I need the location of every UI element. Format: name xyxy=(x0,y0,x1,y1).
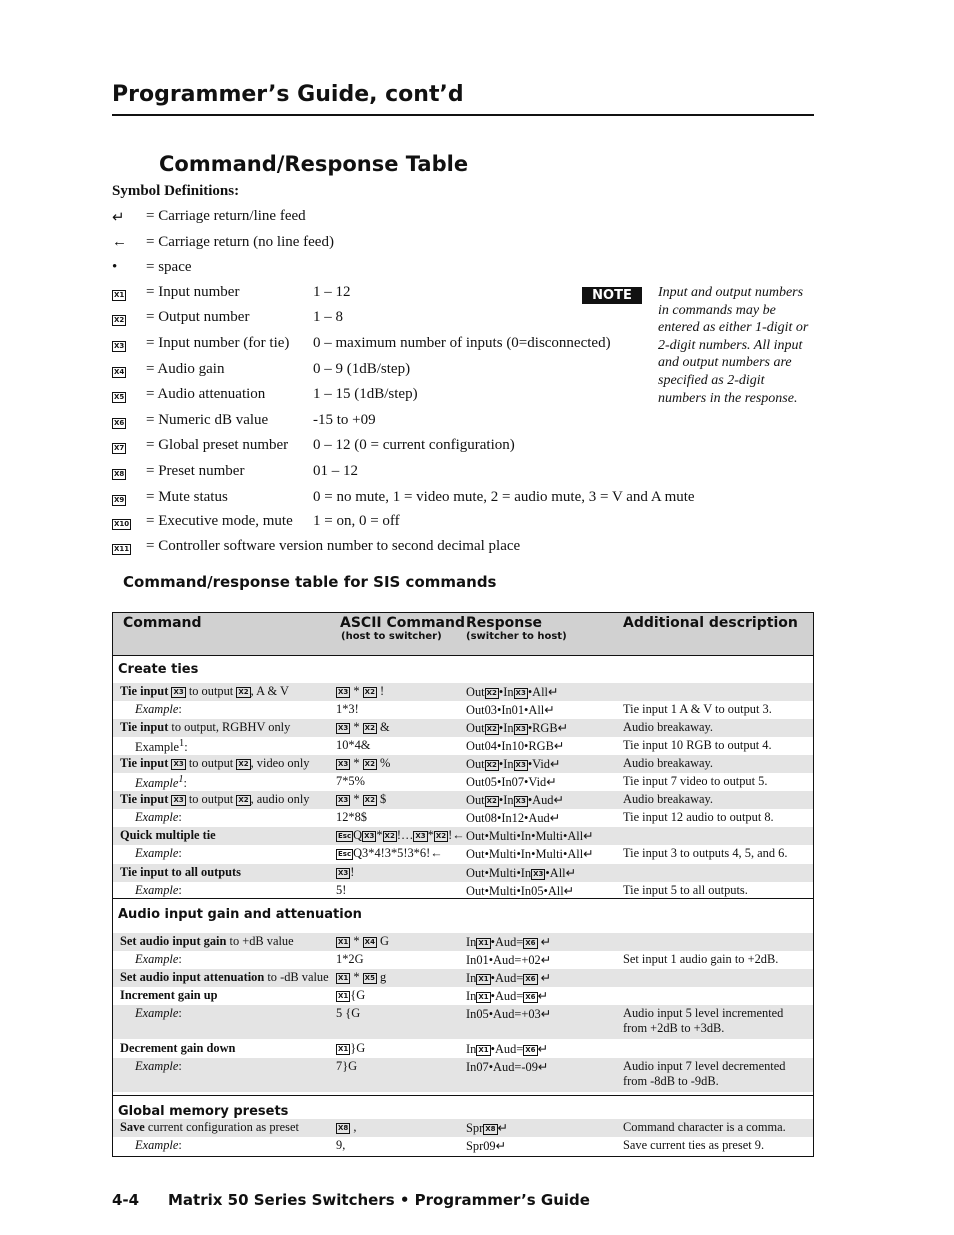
symbol-box: X3 xyxy=(173,760,184,768)
symbol-range: 1 – 8 xyxy=(313,309,343,325)
symbol-description: = Input number xyxy=(146,284,240,300)
command-cell: Example$^1$: xyxy=(135,738,188,755)
ascii-cell: X3 * X2 % xyxy=(338,756,391,770)
symbol-glyph: • xyxy=(112,259,118,275)
ascii-cell: 12*8$ xyxy=(336,810,367,824)
ascii-cell: 9, xyxy=(336,1138,346,1152)
table-row xyxy=(113,1040,813,1058)
symbol-description: = Executive mode, mute xyxy=(146,513,293,529)
symbol-box: X3 xyxy=(364,832,375,840)
response-cell: Out04•In10•RGB↵ xyxy=(466,739,565,753)
table-row xyxy=(113,987,813,1005)
header-description: Additional description xyxy=(623,615,798,631)
header-response-label: Response xyxy=(466,615,543,631)
table-row xyxy=(113,701,813,719)
table-row xyxy=(113,809,813,827)
symbol-range: -15 to +09 xyxy=(313,412,376,428)
symbol-box: X2 xyxy=(384,832,395,840)
command-cell: Example: xyxy=(135,846,182,860)
symbol-glyph: ↵ xyxy=(112,210,125,226)
table-row xyxy=(113,845,813,863)
table-row xyxy=(113,1137,813,1155)
symbol-box: X2 xyxy=(486,761,497,769)
command-cell: Example: xyxy=(135,1006,182,1020)
description-cell: Tie input 10 RGB to output 4. xyxy=(623,738,772,752)
command-cell: Example$^1$: xyxy=(135,774,187,791)
response-cell: Out08•In12•Aud↵ xyxy=(466,811,561,825)
symbol-glyph: X4 xyxy=(114,368,125,376)
description-cell: Audio input 7 level decremented from -8dB to -9dB. xyxy=(623,1059,786,1088)
symbol-definitions-heading: Symbol Definitions: xyxy=(112,183,240,199)
header-ascii-label: ASCII Command xyxy=(340,615,465,631)
symbol-box: X3 xyxy=(533,870,544,878)
ascii-cell: 10*4& xyxy=(336,738,371,752)
symbol-box: X4 xyxy=(364,938,375,946)
command-cell: Example: xyxy=(135,810,182,824)
response-cell: Out•Multi•In•Multi•All↵ xyxy=(466,847,594,861)
group-heading: Global memory presets xyxy=(118,1104,289,1119)
symbol-box: X6 xyxy=(525,939,536,947)
response-cell: Out X2 •In X3 •Vid↵ xyxy=(466,757,561,771)
symbol-box: X5 xyxy=(364,974,375,982)
description-cell: Audio breakaway. xyxy=(623,720,714,734)
table-row xyxy=(113,755,813,773)
response-cell: In X1 •Aud= X6 ↵ xyxy=(466,971,552,985)
ascii-cell: 7}G xyxy=(336,1059,358,1073)
symbol-glyph: X11 xyxy=(114,545,130,553)
ascii-cell: 7*5% xyxy=(336,774,365,788)
description-cell: Audio breakaway. xyxy=(623,756,714,770)
command-cell: Increment gain up xyxy=(120,988,218,1002)
symbol-box: X2 xyxy=(486,797,497,805)
symbol-box: X3 xyxy=(338,760,349,768)
note-badge: NOTE xyxy=(582,287,642,304)
header-response-sub: (switcher to host) xyxy=(466,631,567,642)
command-cell: Set audio input attenuation to -dB value xyxy=(120,970,329,984)
symbol-box: X2 xyxy=(238,688,249,696)
symbol-description: = space xyxy=(146,259,192,275)
symbol-box: X1 xyxy=(338,992,349,1000)
symbol-box: X1 xyxy=(338,974,349,982)
command-cell: Tie input X3 to output X2 , video only xyxy=(120,756,310,770)
group-divider xyxy=(113,898,813,899)
table-row xyxy=(113,864,813,882)
symbol-box: X3 xyxy=(515,761,526,769)
symbol-description: = Audio gain xyxy=(146,361,225,377)
group-heading: Audio input gain and attenuation xyxy=(118,907,362,922)
command-cell: Example: xyxy=(135,702,182,716)
symbol-range: 0 – 12 (0 = current configuration) xyxy=(313,437,515,453)
symbol-range: 0 – 9 (1dB/step) xyxy=(313,361,411,377)
response-cell: Spr X8 ↵ xyxy=(466,1121,508,1135)
ascii-cell: 5 {G xyxy=(336,1006,361,1020)
symbol-glyph: X2 xyxy=(114,316,125,324)
command-cell: Tie input X3 to output X2 , A & V xyxy=(120,684,289,698)
description-cell: Tie input 3 to outputs 4, 5, and 6. xyxy=(623,846,788,860)
ascii-cell: X3 ! xyxy=(338,865,355,879)
symbol-description: = Carriage return (no line feed) xyxy=(146,234,334,250)
command-response-table xyxy=(112,612,814,1157)
table-row xyxy=(113,773,813,791)
description-cell: Tie input 12 audio to output 8. xyxy=(623,810,774,824)
header-ascii-sub: (host to switcher) xyxy=(341,631,442,642)
header-ascii xyxy=(340,615,465,642)
response-cell: In X1 •Aud= X6 ↵ xyxy=(466,935,552,949)
ascii-cell: X1 * X4 G xyxy=(338,934,389,948)
description-cell: Tie input 1 A & V to output 3. xyxy=(623,702,772,716)
response-cell: In01•Aud=+02↵ xyxy=(466,953,552,967)
command-cell: Example: xyxy=(135,1059,182,1073)
symbol-box: X3 xyxy=(515,689,526,697)
symbol-box: X6 xyxy=(525,1046,536,1054)
symbol-description: = Numeric dB value xyxy=(146,412,269,428)
response-cell: Out X2 •In X3 •Aud↵ xyxy=(466,793,564,807)
table-row xyxy=(113,1058,813,1092)
symbol-box: X3 xyxy=(338,688,349,696)
response-cell: Out•Multi•In05•All↵ xyxy=(466,884,575,898)
command-cell: Decrement gain down xyxy=(120,1041,236,1055)
table-header xyxy=(113,613,813,656)
symbol-box: X2 xyxy=(364,724,375,732)
description-cell: Tie input 7 video to output 5. xyxy=(623,774,768,788)
response-cell: In X1 •Aud= X6 ↵ xyxy=(466,1042,548,1056)
footer-page-number: 4-4 xyxy=(112,1191,140,1209)
command-cell: Tie input to output, RGBHV only xyxy=(120,720,291,734)
table-row xyxy=(113,1119,813,1137)
table-row xyxy=(113,791,813,809)
group-heading: Create ties xyxy=(118,662,199,677)
header-response xyxy=(466,615,567,642)
symbol-box: X2 xyxy=(364,760,375,768)
symbol-description: = Controller software version number to second decimal place xyxy=(146,538,521,554)
symbol-box: X1 xyxy=(338,938,349,946)
table-row xyxy=(113,933,813,951)
symbol-box: X6 xyxy=(525,975,536,983)
symbol-box: X1 xyxy=(338,1045,349,1053)
symbol-box: X3 xyxy=(338,869,349,877)
symbol-description: = Mute status xyxy=(146,489,228,505)
response-cell: In07•Aud=-09↵ xyxy=(466,1060,549,1074)
table-row xyxy=(113,737,813,755)
symbol-box: X2 xyxy=(486,725,497,733)
ascii-cell: 1*2G xyxy=(336,952,364,966)
ascii-cell: X1 }G xyxy=(338,1041,366,1055)
command-cell: Example: xyxy=(135,883,182,897)
command-cell: Example: xyxy=(135,952,182,966)
symbol-box: X3 xyxy=(415,832,426,840)
ascii-cell: X3 * X2 & xyxy=(338,720,390,734)
command-cell: Tie input X3 to output X2 , audio only xyxy=(120,792,310,806)
ascii-cell: X8 , xyxy=(338,1120,357,1134)
symbol-glyph: X3 xyxy=(114,342,125,350)
symbol-box: X2 xyxy=(364,688,375,696)
ascii-cell: X3 * X2 ! xyxy=(338,684,385,698)
command-cell: Tie input to all outputs xyxy=(120,865,241,879)
symbol-range: 1 – 12 xyxy=(313,284,351,300)
symbol-range: 0 = no mute, 1 = video mute, 2 = audio mute, 3 = V and A mute xyxy=(313,489,695,505)
response-cell: Out•Multi•In X3 •All↵ xyxy=(466,866,576,880)
response-cell: Out03•In01•All↵ xyxy=(466,703,555,717)
title-divider xyxy=(112,114,814,116)
symbol-glyph: X6 xyxy=(114,419,125,427)
symbol-description: = Output number xyxy=(146,309,250,325)
response-cell: In05•Aud=+03↵ xyxy=(466,1007,552,1021)
symbol-glyph: X8 xyxy=(114,470,125,478)
table-row xyxy=(113,719,813,737)
note-text: Input and output numbers in commands may be entered as either 1-digit or 2-digit numbers. All input and output numbers are specified as 2-digit numbers in the response. xyxy=(658,285,809,406)
ascii-cell: 1*3! xyxy=(336,702,359,716)
response-cell: Out05•In07•Vid↵ xyxy=(466,775,557,789)
command-cell: Example: xyxy=(135,1138,182,1152)
description-cell: Set input 1 audio gain to +2dB. xyxy=(623,952,779,966)
section-title: Command/Response Table xyxy=(159,152,469,176)
symbol-box: X1 xyxy=(478,1046,489,1054)
symbol-box: X1 xyxy=(478,939,489,947)
symbol-box: X1 xyxy=(478,975,489,983)
symbol-box: X1 xyxy=(478,993,489,1001)
footer-text: Matrix 50 Series Switchers • Programmer’s Guide xyxy=(168,1191,590,1209)
symbol-box: X2 xyxy=(364,796,375,804)
symbol-description: = Audio attenuation xyxy=(146,386,266,402)
command-cell: Save current configuration as preset xyxy=(120,1120,299,1134)
ascii-cell: Esc Q X3 * X2 !… X3 * X2 !← xyxy=(338,828,465,842)
group-divider xyxy=(113,1095,813,1096)
symbol-range: 1 = on, 0 = off xyxy=(313,513,400,529)
symbol-range: 0 – maximum number of inputs (0=disconnected) xyxy=(313,335,611,351)
ascii-cell: X1 {G xyxy=(338,988,366,1002)
ascii-cell: X3 * X2 $ xyxy=(338,792,387,806)
symbol-range: 1 – 15 (1dB/step) xyxy=(313,386,418,402)
symbol-box: X3 xyxy=(338,796,349,804)
symbol-box: X3 xyxy=(173,688,184,696)
description-cell: Tie input 5 to all outputs. xyxy=(623,883,748,897)
symbol-box: X3 xyxy=(515,725,526,733)
symbol-box: X2 xyxy=(238,760,249,768)
symbol-glyph: X7 xyxy=(114,444,125,452)
ascii-cell: 5! xyxy=(336,883,347,897)
symbol-range: 01 – 12 xyxy=(313,463,358,479)
description-cell: Audio breakaway. xyxy=(623,792,714,806)
symbol-box: X3 xyxy=(173,796,184,804)
response-cell: In X1 •Aud= X6 ↵ xyxy=(466,989,548,1003)
symbol-description: = Carriage return/line feed xyxy=(146,208,306,224)
symbol-box: Esc xyxy=(338,832,352,840)
symbol-glyph: X9 xyxy=(114,496,125,504)
ascii-cell: X1 * X5 g xyxy=(338,970,387,984)
symbol-glyph: X10 xyxy=(114,520,130,528)
symbol-box: X3 xyxy=(338,724,349,732)
command-cell: Set audio input gain to +dB value xyxy=(120,934,294,948)
page-title: Programmer’s Guide, cont’d xyxy=(112,82,464,107)
subsection-title: Command/response table for SIS commands xyxy=(123,573,497,591)
symbol-glyph: X1 xyxy=(114,291,125,299)
symbol-box: X8 xyxy=(338,1124,349,1132)
symbol-box: X6 xyxy=(525,993,536,1001)
symbol-box: Esc xyxy=(338,850,352,858)
table-row xyxy=(113,827,813,845)
symbol-box: X8 xyxy=(485,1125,496,1133)
response-cell: Spr09↵ xyxy=(466,1139,506,1153)
symbol-box: X2 xyxy=(435,832,447,840)
symbol-description: = Preset number xyxy=(146,463,245,479)
table-row xyxy=(113,951,813,969)
symbol-box: X2 xyxy=(486,689,497,697)
symbol-glyph: X5 xyxy=(114,393,125,401)
command-cell: Quick multiple tie xyxy=(120,828,216,842)
description-cell: Save current ties as preset 9. xyxy=(623,1138,765,1152)
response-cell: Out X2 •In X3 •All↵ xyxy=(466,685,559,699)
ascii-cell: Esc Q3*4!3*5!3*6!← xyxy=(338,846,443,860)
symbol-glyph: ← xyxy=(112,234,127,250)
description-cell: Command character is a comma. xyxy=(623,1120,786,1134)
table-row xyxy=(113,683,813,701)
response-cell: Out•Multi•In•Multi•All↵ xyxy=(466,829,594,843)
symbol-box: X3 xyxy=(515,797,526,805)
description-cell: Audio input 5 level incremented from +2dB to +3dB. xyxy=(623,1006,784,1035)
symbol-description: = Input number (for tie) xyxy=(146,335,290,351)
symbol-description: = Global preset number xyxy=(146,437,289,453)
table-row xyxy=(113,969,813,987)
header-command: Command xyxy=(123,615,202,631)
response-cell: Out X2 •In X3 •RGB↵ xyxy=(466,721,569,735)
table-row xyxy=(113,1005,813,1039)
symbol-box: X2 xyxy=(238,796,249,804)
